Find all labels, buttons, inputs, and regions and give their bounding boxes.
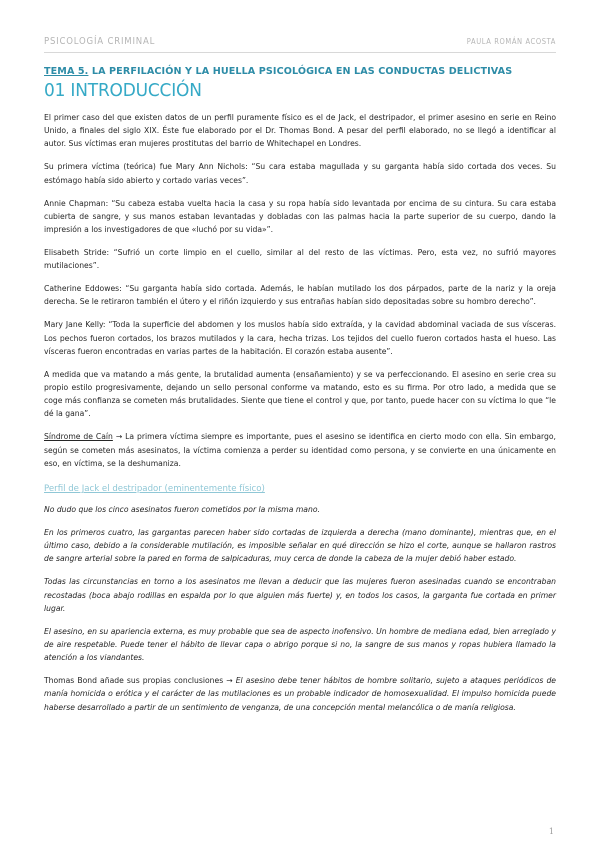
profile-paragraph: Todas las circunstancias en torno a los asesinatos me llevan a deducir que las mujeres fueron asesinadas cuando se encontraban recostadas (boca abajo rodillas en espalda por lo que alguien más fuerte) y, en todos los casos, la garganta fue cortada en primer lugar. <box>44 577 556 613</box>
header-course-title: PSICOLOGÍA CRIMINAL <box>44 36 156 47</box>
paragraph-victim-kelly: Mary Jane Kelly: “Toda la superficie del abdomen y los muslos había sido extraída, y la cavidad abdominal vaciada de sus vísceras. Los pechos fueron cortados, los brazos mutilados y la cara, hecha trizas. Los tejidos del cuello fueron cortados hasta el hueso. Las vísceras fueron encontradas en varias partes de la habitación. El corazón estaba ausente”. <box>44 320 556 356</box>
paragraph-victim-nichols: Su primera víctima (teórica) fue Mary Ann Nichols: “Su cara estaba magullada y su garganta había sido cortada dos veces. Su estómago había sido abierto y cortado varias veces”. <box>44 162 556 185</box>
page-content <box>44 66 556 724</box>
topic-number: TEMA 5. <box>44 66 89 77</box>
paragraph-sindrome-cain <box>44 430 556 470</box>
section-title: 01 INTRODUCCIÓN <box>44 80 202 101</box>
topic-title: LA PERFILACIÓN Y LA HUELLA PSICOLÓGICA EN LAS CONDUCTAS DELICTIVAS <box>88 66 513 77</box>
paragraph-victim-stride: Elisabeth Stride: “Sufrió un corte limpio en el cuello, similar al del resto de las víctimas. Pero, esta vez, no sufrió mayores mutilaciones”. <box>44 248 556 271</box>
paragraph-victim-eddowes: Catherine Eddowes: “Su garganta había sido cortada. Además, le habían mutilado los dos párpados, parte de la nariz y la oreja derecha. Se le retiraron también el útero y el riñón izquierdo y sus entrañas habían sido depositadas sobre su hombro derecho”. <box>44 284 556 307</box>
topic-heading <box>44 66 556 77</box>
profile-subheading: Perfil de Jack el destripador (eminentemente físico) <box>44 484 265 495</box>
page-number: 1 <box>548 827 554 836</box>
header-author: PAULA ROMÁN ACOSTA <box>466 37 556 46</box>
sindrome-label: Síndrome de Caín <box>44 432 113 442</box>
running-header <box>44 36 556 53</box>
paragraph-bond-conclusions <box>44 674 556 714</box>
bond-lead: Thomas Bond añade sus propias conclusiones → <box>44 676 236 686</box>
paragraph-intro: El primer caso del que existen datos de un perfil puramente físico es el de Jack, el destripador, el primer asesino en serie en Reino Unido, a finales del siglo XIX. Éste fue elaborado por el Dr. Thomas Bond. A pesar del perfil elaborado, no se llegó a identificar al autor. Sus víctimas eran mujeres prostitutas del barrio de Whitechapel en Londres. <box>44 113 556 149</box>
sindrome-text: → La primera víctima siempre es importante, pues el asesino se identifica en cierto modo con ella. Sin embargo, según se cometen más asesinatos, la víctima comienza a perder su identidad como persona, y se convierte en una únicamente en eso, en víctima, se la deshumaniza. <box>44 432 556 468</box>
profile-paragraph: En los primeros cuatro, las gargantas parecen haber sido cortadas de izquierda a derecha (mano dominante), mientras que, en el último caso, debido a la considerable mutilación, es imposible señalar en qué dirección se hizo el corte, aunque se hallaron rastros de sangre arterial sobre la pared en forma de salpicaduras, muy cerca de donde la cabeza de la mujer debió haber estado. <box>44 528 556 564</box>
profile-paragraph: No dudo que los cinco asesinatos fueron cometidos por la misma mano. <box>44 505 320 515</box>
paragraph-brutality: A medida que va matando a más gente, la brutalidad aumenta (ensañamiento) y se va perfeccionando. El asesino en serie crea su propio estilo progresivamente, dejando un sello personal conforme va matando, esto es su firma. Por otro lado, a medida que se coge más confianza se cometen más brutalidades. Siente que tiene el control y que, por tanto, puede hacer con su víctima lo que “le dé la gana”. <box>44 369 556 419</box>
paragraph-victim-chapman: Annie Chapman: “Su cabeza estaba vuelta hacia la casa y su ropa había sido levantada por encima de su cintura. Su cara estaba cubierta de sangre, y sus manos estaban levantadas y dobladas con las palmas hacia la parte superior de su cuerpo, dando la impresión a los investigadores de que «luchó por su vida»”. <box>44 198 556 235</box>
profile-paragraph: El asesino, en su apariencia externa, es muy probable que sea de aspecto inofensivo. Un hombre de mediana edad, bien arreglado y de aire respetable. Puede tener el hábito de llevar capa o abrigo porque si no, la sangre de sus manos y ropas hubiera llamado la atención a los viandantes. <box>44 626 556 663</box>
bond-text: El asesino debe tener hábitos de hombre solitario, sujeto a ataques periódicos de manía homicida o erótica y el carácter de las mutilaciones es un probable indicador de homosexualidad. El impulso homicida puede haberse desarrollado a partir de un sentimiento de venganza, de una concepción mental melancólica o de manía religiosa. <box>44 676 556 712</box>
